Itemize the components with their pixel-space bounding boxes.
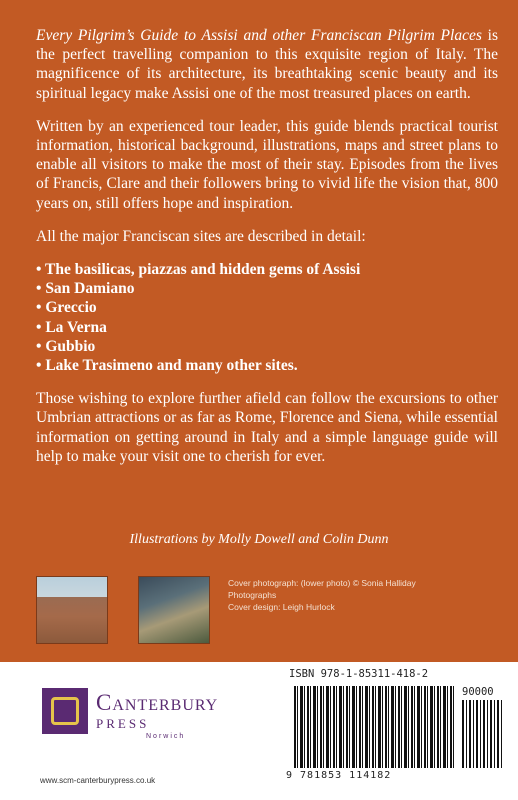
- canterbury-cross-logo-icon: [42, 688, 88, 734]
- blurb-paragraph-1-text: is the perfect travelling companion to this exquisite region of Italy. The magnificence of its architecture, its breathtaking scenic beauty and its spiritual legacy make Assisi one of the most treasured places on earth.: [36, 27, 499, 102]
- sites-list: [36, 260, 498, 375]
- list-item: • Lake Trasimeno and many other sites.: [36, 356, 498, 375]
- publisher-url: www.scm-canterburypress.co.uk: [40, 776, 156, 785]
- list-item: • La Verna: [36, 318, 498, 337]
- barcode-addon-bars: [462, 700, 504, 768]
- list-item: • The basilicas, piazzas and hidden gems of Assisi: [36, 260, 498, 279]
- list-item: • San Damiano: [36, 279, 498, 298]
- barcode-bars: [294, 686, 454, 768]
- isbn-label: ISBN 978-1-85311-418-2: [289, 668, 429, 680]
- barcode: [286, 686, 508, 782]
- blurb-paragraph-1: [36, 26, 498, 103]
- blurb-paragraph-2: Written by an experienced tour leader, this guide blends practical tourist information, historical background, illustrations, maps and street plans to enable all visitors to make the most of their stay. Episodes from the lives of Francis, Clare and their followers bring to vivid life the vision that, 800 years on, still offers hope and inspiration.: [36, 117, 498, 212]
- blurb-paragraph-4: Those wishing to explore further afield can follow the excursions to other Umbrian attractions or as far as Rome, Florence and Siena, while essential information on getting around in Italy and a simple language guide will help to make your visit one to cherish for ever.: [36, 390, 498, 465]
- photo-credits: [228, 577, 428, 613]
- sites-intro: All the major Franciscan sites are described in detail:: [36, 227, 366, 245]
- photo-credit-line: Cover design: Leigh Hurlock: [228, 602, 335, 612]
- publisher-name: Canterbury: [96, 690, 219, 715]
- publisher-press: PRESS: [96, 716, 150, 731]
- publisher-city: Norwich: [146, 733, 186, 740]
- blurb: [36, 26, 498, 480]
- barcode-number: 9 781853 114182: [286, 770, 392, 781]
- list-item: • Greccio: [36, 298, 498, 317]
- barcode-addon-number: 90000: [462, 686, 494, 698]
- illustrations-credit: Illustrations by Molly Dowell and Colin Dunn: [129, 532, 389, 547]
- photo-credit-line: Cover photograph: (lower photo) © Sonia Halliday: [228, 578, 416, 588]
- photo-credit-line: Photographs: [228, 590, 277, 600]
- rooftops-photo: [36, 576, 108, 644]
- book-title-italic: Every Pilgrim’s Guide to Assisi and other Franciscan Pilgrim Places: [36, 27, 482, 44]
- list-item: • Gubbio: [36, 337, 498, 356]
- fresco-photo: [138, 576, 210, 644]
